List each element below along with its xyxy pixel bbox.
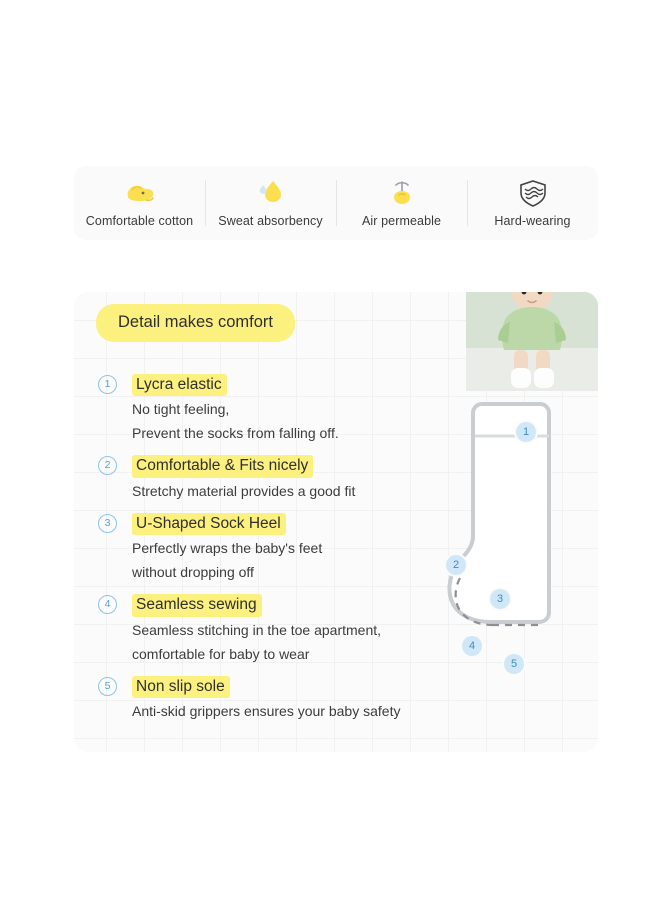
list-item-line: Seamless stitching in the toe apartment, — [132, 621, 382, 638]
feature-label: Comfortable cotton — [85, 214, 194, 228]
callout-marker-3: 3 — [490, 589, 510, 609]
page-title: Detail makes comfort — [96, 304, 295, 342]
list-item-line: Stretchy material provides a good fit — [132, 482, 356, 499]
list-item-heading: U-Shaped Sock Heel — [132, 513, 286, 535]
feature-item-air — [336, 166, 467, 240]
list-item-number: 1 — [98, 375, 117, 394]
list-item-line: without dropping off — [132, 564, 254, 581]
baby-photo — [466, 292, 598, 391]
feature-strip — [74, 166, 598, 240]
callout-marker-1: 1 — [516, 422, 536, 442]
list-item-number: 2 — [98, 456, 117, 475]
list-item-line: comfortable for baby to wear — [132, 645, 310, 662]
list-item-line: No tight feeling, — [132, 401, 230, 418]
list-item-heading: Lycra elastic — [132, 374, 227, 396]
list-item-line: Prevent the socks from falling off. — [132, 425, 339, 442]
feature-label: Hard-wearing — [494, 214, 571, 228]
list-item-line: Anti-skid grippers ensures your baby safety — [132, 702, 401, 719]
list-item-heading: Comfortable & Fits nicely — [132, 455, 313, 477]
water-drop-icon — [251, 178, 291, 208]
feature-item-wearing — [467, 166, 598, 240]
list-item-line: Perfectly wraps the baby's feet — [132, 540, 323, 557]
detail-panel — [74, 292, 598, 752]
feature-item-sweat — [205, 166, 336, 240]
list-item-heading: Non slip sole — [132, 676, 230, 698]
list-item-heading: Seamless sewing — [132, 594, 262, 616]
list-item-number: 3 — [98, 514, 117, 533]
detail-title-wrap — [96, 304, 295, 342]
cotton-ball-icon — [120, 178, 160, 208]
shield-icon — [513, 178, 553, 208]
feature-item-cotton — [74, 166, 205, 240]
callout-marker-5: 5 — [504, 654, 524, 674]
sock-diagram — [374, 392, 574, 717]
list-item-number: 5 — [98, 677, 117, 696]
feature-label: Sweat absorbency — [218, 214, 323, 228]
callout-marker-2: 2 — [446, 555, 466, 575]
feature-label: Air permeable — [361, 214, 442, 228]
callout-marker-4: 4 — [462, 636, 482, 656]
air-flow-icon — [382, 178, 422, 208]
list-item-number: 4 — [98, 595, 117, 614]
